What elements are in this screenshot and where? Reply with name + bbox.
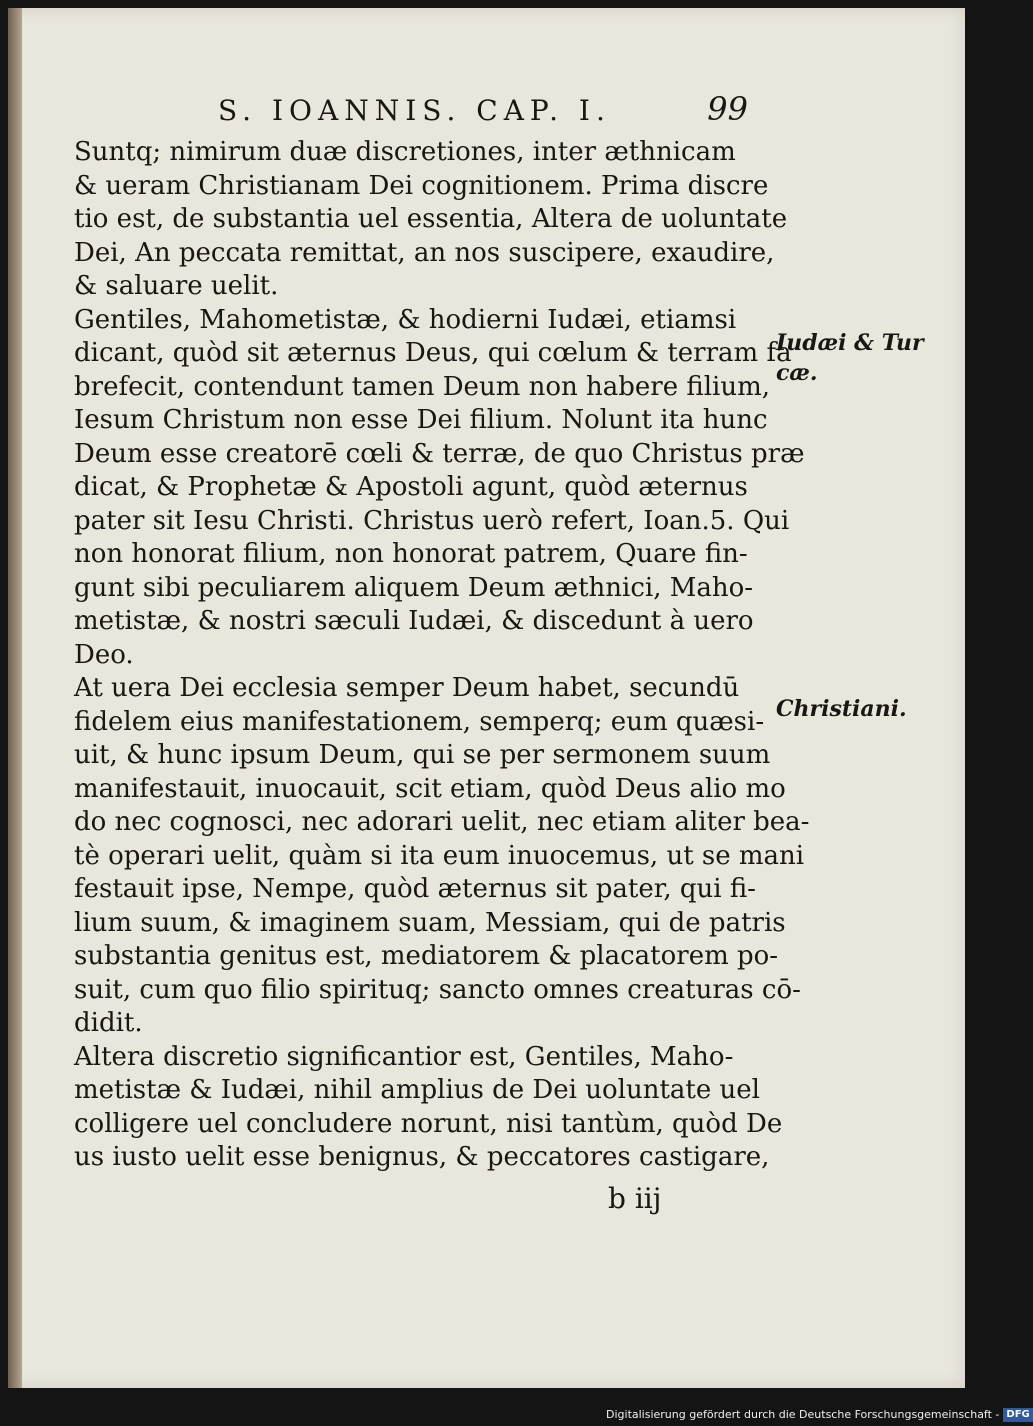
digitization-footer (606, 1408, 1033, 1424)
text-line: gunt sibi peculiarem aliquem Deum æthnici, Maho- (74, 572, 754, 603)
text-line: Deo. (74, 639, 134, 670)
running-head (218, 90, 748, 128)
footer-text: Digitalisierung gefördert durch die Deutsche Forschungsgemeinschaft - (606, 1408, 1000, 1421)
text-line: uit, & hunc ipsum Deum, qui se per sermonem suum (74, 740, 771, 770)
text-line: dicat, & Prophetæ & Apostoli agunt, quòd æternus (74, 472, 748, 502)
text-line: non honorat filium, non honorat patrem, Quare fin- (74, 539, 748, 569)
text-line: dicant, quòd sit æternus Deus, qui cœlum & terram fa (74, 338, 792, 368)
text-line: do nec cognosci, nec adorari uelit, nec etiam aliter bea- (74, 807, 810, 837)
text-line: tio est, de substantia uel essentia, Altera de uoluntate (74, 204, 788, 234)
text-line: colligere uel concludere norunt, nisi tantùm, quòd De (74, 1108, 783, 1139)
dfg-logo: DFG (1003, 1408, 1032, 1422)
signature-mark: b iij (608, 1182, 662, 1215)
text-line: us iusto uelit esse benignus, & peccatores castigare, (74, 1142, 770, 1172)
marginal-note-line: Iudæi & Tur (776, 330, 924, 356)
text-line: & ueram Christianam Dei cognitionem. Prima discre (74, 170, 769, 201)
text-line: manifestauit, inuocauit, scit etiam, quòd Deus alio mo (74, 773, 786, 804)
text-line: pater sit Iesu Christi. Christus uerò refert, Ioan.5. Qui (74, 505, 790, 536)
text-line: didit. (74, 1008, 143, 1038)
text-line: Dei, An peccata remittat, an nos suscipere, exaudire, (74, 237, 775, 268)
text-line: substantia genitus est, mediatorem & placatorem po- (74, 941, 779, 971)
page-gutter (8, 8, 22, 1388)
text-line: Suntq; nimirum duæ discretiones, inter æthnicam (74, 137, 736, 167)
text-line: Deum esse creatorē cœli & terræ, de quo Christus præ (74, 438, 805, 469)
text-line: Gentiles, Mahometistæ, & hodierni Iudæi, etiamsi (74, 304, 737, 335)
marginal-note-line: Christiani. (776, 696, 907, 722)
text-line: Iesum Christum non esse Dei filium. Nolunt ita hunc (74, 405, 768, 435)
text-line: lium suum, & imaginem suam, Messiam, qui de patris (74, 907, 786, 938)
text-line: suit, cum quo filio spirituq; sancto omnes creaturas cō- (74, 974, 801, 1005)
book-page (8, 8, 965, 1388)
text-line: At uera Dei ecclesia semper Deum habet, secundū (74, 673, 740, 703)
marginal-note-christiani (776, 694, 926, 724)
running-title: S. IOANNIS. CAP. I. (218, 94, 611, 127)
text-line: brefecit, contendunt tamen Deum non habere filium, (74, 371, 771, 402)
page-number: 99 (707, 90, 748, 128)
text-line: fidelem eius manifestationem, semperq; eum quæsi- (74, 706, 765, 737)
text-line: metistæ, & nostri sæculi Iudæi, & discedunt à uero (74, 606, 754, 636)
text-line: Altera discretio significantior est, Gentiles, Maho- (74, 1041, 734, 1072)
marginal-note-line: cæ. (776, 360, 818, 386)
text-line: tè operari uelit, quàm si ita eum inuocemus, ut se mani (74, 840, 805, 871)
text-line: festauit ipse, Nempe, quòd æternus sit pater, qui fi- (74, 874, 756, 904)
text-line: & saluare uelit. (74, 271, 279, 301)
text-line: metistæ & Iudæi, nihil amplius de Dei uoluntate uel (74, 1075, 760, 1105)
marginal-note-iudaei (776, 328, 926, 388)
